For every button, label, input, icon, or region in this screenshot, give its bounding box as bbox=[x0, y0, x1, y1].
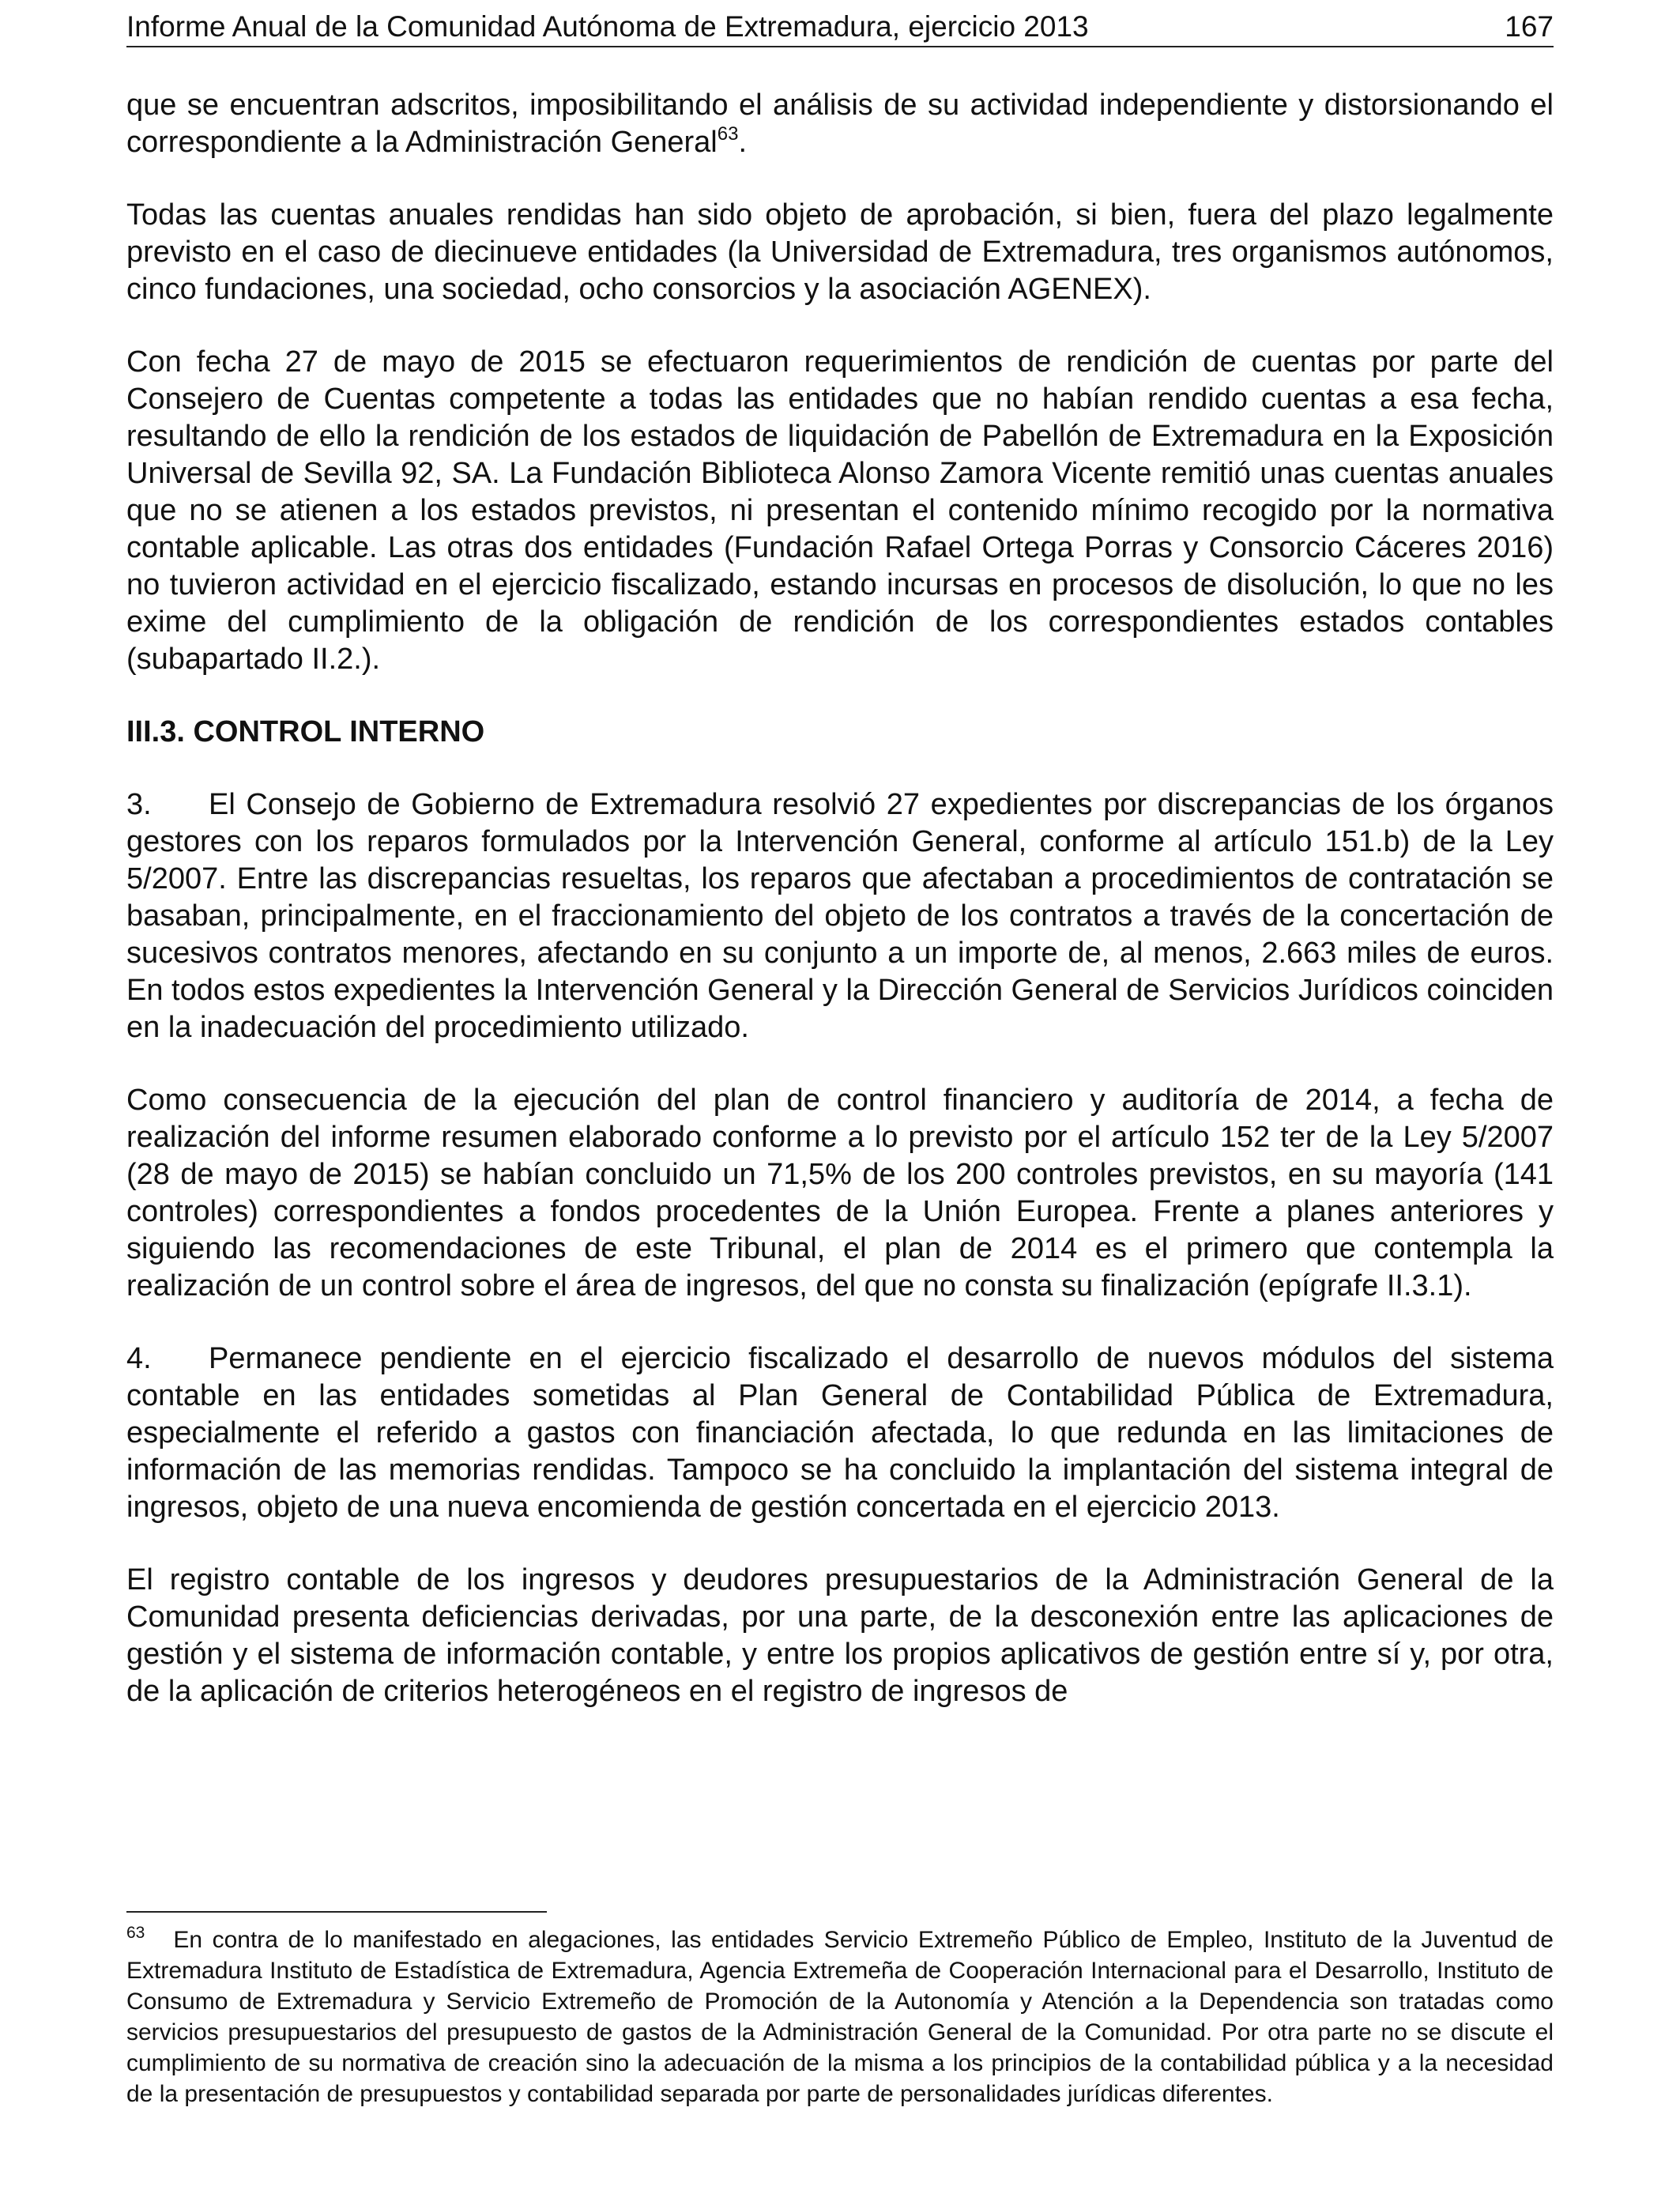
footnote-divider bbox=[126, 1911, 547, 1913]
paragraph-2: Todas las cuentas anuales rendidas han sido objeto de aprobación, si bien, fuera del plazo legalmente previsto en el caso de diecinueve entidades (la Universidad de Extremadura, tres organismos autónomos, cinco fundaciones, una sociedad, ocho consorcios y la asociación AGENEX). bbox=[126, 198, 1554, 306]
footnote-reference: 63 bbox=[717, 123, 739, 145]
paragraph-6 bbox=[126, 1340, 1554, 1526]
paragraph-5: Como consecuencia de la ejecución del plan de control financiero y auditoría de 2014, a fecha de realización del informe resumen elaborado conforme a lo previsto por el artículo 152 ter de la Ley 5/2007 (28 de mayo de 2015) se habían concluido un 71,5% de los 200 controles previstos, en su mayoría (141 controles) correspondientes a fondos procedentes de la Unión Europea. Frente a planes anteriores y siguiendo las recomendaciones de este Tribunal, el plan de 2014 es el primero que contempla la realización de un control sobre el área de ingresos, del que no consta su finalización (epígrafe II.3.1). bbox=[126, 1084, 1554, 1302]
paragraph-1-text: que se encuentran adscritos, imposibilitando el análisis de su actividad independiente y distorsionando el correspondiente a la Administración General bbox=[126, 89, 1554, 159]
paragraph-3: Con fecha 27 de mayo de 2015 se efectuaron requerimientos de rendición de cuentas por parte del Consejero de Cuentas competente a todas las entidades que no habían rendido cuentas a esa fecha, resultando de ello la rendición de los estados de liquidación de Pabellón de Extremadura en la Exposición Universal de Sevilla 92, SA. La Fundación Biblioteca Alonso Zamora Vicente remitió unas cuentas anuales que no se atienen a los estados previstos, ni presentan el contenido mínimo recogido por la normativa contable aplicable. Las otras dos entidades (Fundación Rafael Ortega Porras y Consorcio Cáceres 2016) no tuvieron actividad en el ejercicio fiscalizado, estando incursas en procesos de disolución, lo que no les exime del cumplimiento de la obligación de rendición de los correspondientes estados contables (subapartado II.2.). bbox=[126, 345, 1554, 676]
footnote-text: En contra de lo manifestado en alegaciones, las entidades Servicio Extremeño Público de Empleo, Instituto de la Juventud de Extremadura Instituto de Estadística de Extremadura, Agencia Extremeña de Cooperación Internacional para el Desarrollo, Instituto de Consumo de Extremadura y Servicio Extremeño de Promoción de la Autonomía y Atención a la Dependencia son tratadas como servicios presupuestarios del presupuesto de gastos de la Administración General de la Comunidad. Por otra parte no se discute el cumplimiento de su normativa de creación sino la adecuación de la misma a los principios de la contabilidad pública y a la necesidad de la presentación de presupuestos y contabilidad separada por parte de personalidades jurídicas diferentes. bbox=[126, 1927, 1554, 2107]
header-title: Informe Anual de la Comunidad Autónoma de Extremadura, ejercicio 2013 bbox=[126, 10, 1089, 43]
paragraph-4-number: 3. bbox=[126, 788, 152, 821]
document-body bbox=[126, 87, 1554, 1746]
section-heading: III.3. CONTROL INTERNO bbox=[126, 715, 485, 748]
paragraph-6-number: 4. bbox=[126, 1342, 152, 1375]
page-header bbox=[126, 8, 1554, 47]
paragraph-4-text: El Consejo de Gobierno de Extremadura resolvió 27 expedientes por discrepancias de los órganos gestores con los reparos formulados por la Intervención General, conforme al artículo 151.b) de la Ley 5/2007. Entre las discrepancias resueltas, los reparos que afectaban a procedimientos de contratación se basaban, principalmente, en el fraccionamiento del objeto de los contratos a través de la concertación de sucesivos contratos menores, afectando en su conjunto a un importe de, al menos, 2.663 miles de euros. En todos estos expedientes la Intervención General y la Dirección General de Servicios Jurídicos coinciden en la inadecuación del procedimiento utilizado. bbox=[126, 788, 1554, 1044]
footnote bbox=[126, 1924, 1554, 2109]
footnote-marker: 63 bbox=[126, 1924, 145, 1942]
paragraph-1 bbox=[126, 87, 1554, 161]
page-number: 167 bbox=[1505, 10, 1554, 43]
paragraph-7: El registro contable de los ingresos y deudores presupuestarios de la Administración General de la Comunidad presenta deficiencias derivadas, por una parte, de la desconexión entre las aplicaciones de gestión y el sistema de información contable, y entre los propios aplicativos de gestión entre sí y, por otra, de la aplicación de criterios heterogéneos en el registro de ingresos de bbox=[126, 1563, 1554, 1708]
paragraph-6-text: Permanece pendiente en el ejercicio fiscalizado el desarrollo de nuevos módulos del sistema contable en las entidades sometidas al Plan General de Contabilidad Pública de Extremadura, especialmente el referido a gastos con financiación afectada, lo que redunda en las limitaciones de información de las memorias rendidas. Tampoco se ha concluido la implantación del sistema integral de ingresos, objeto de una nueva encomienda de gestión concertada en el ejercicio 2013. bbox=[126, 1342, 1554, 1524]
paragraph-4 bbox=[126, 786, 1554, 1046]
paragraph-1-end: . bbox=[738, 126, 748, 159]
